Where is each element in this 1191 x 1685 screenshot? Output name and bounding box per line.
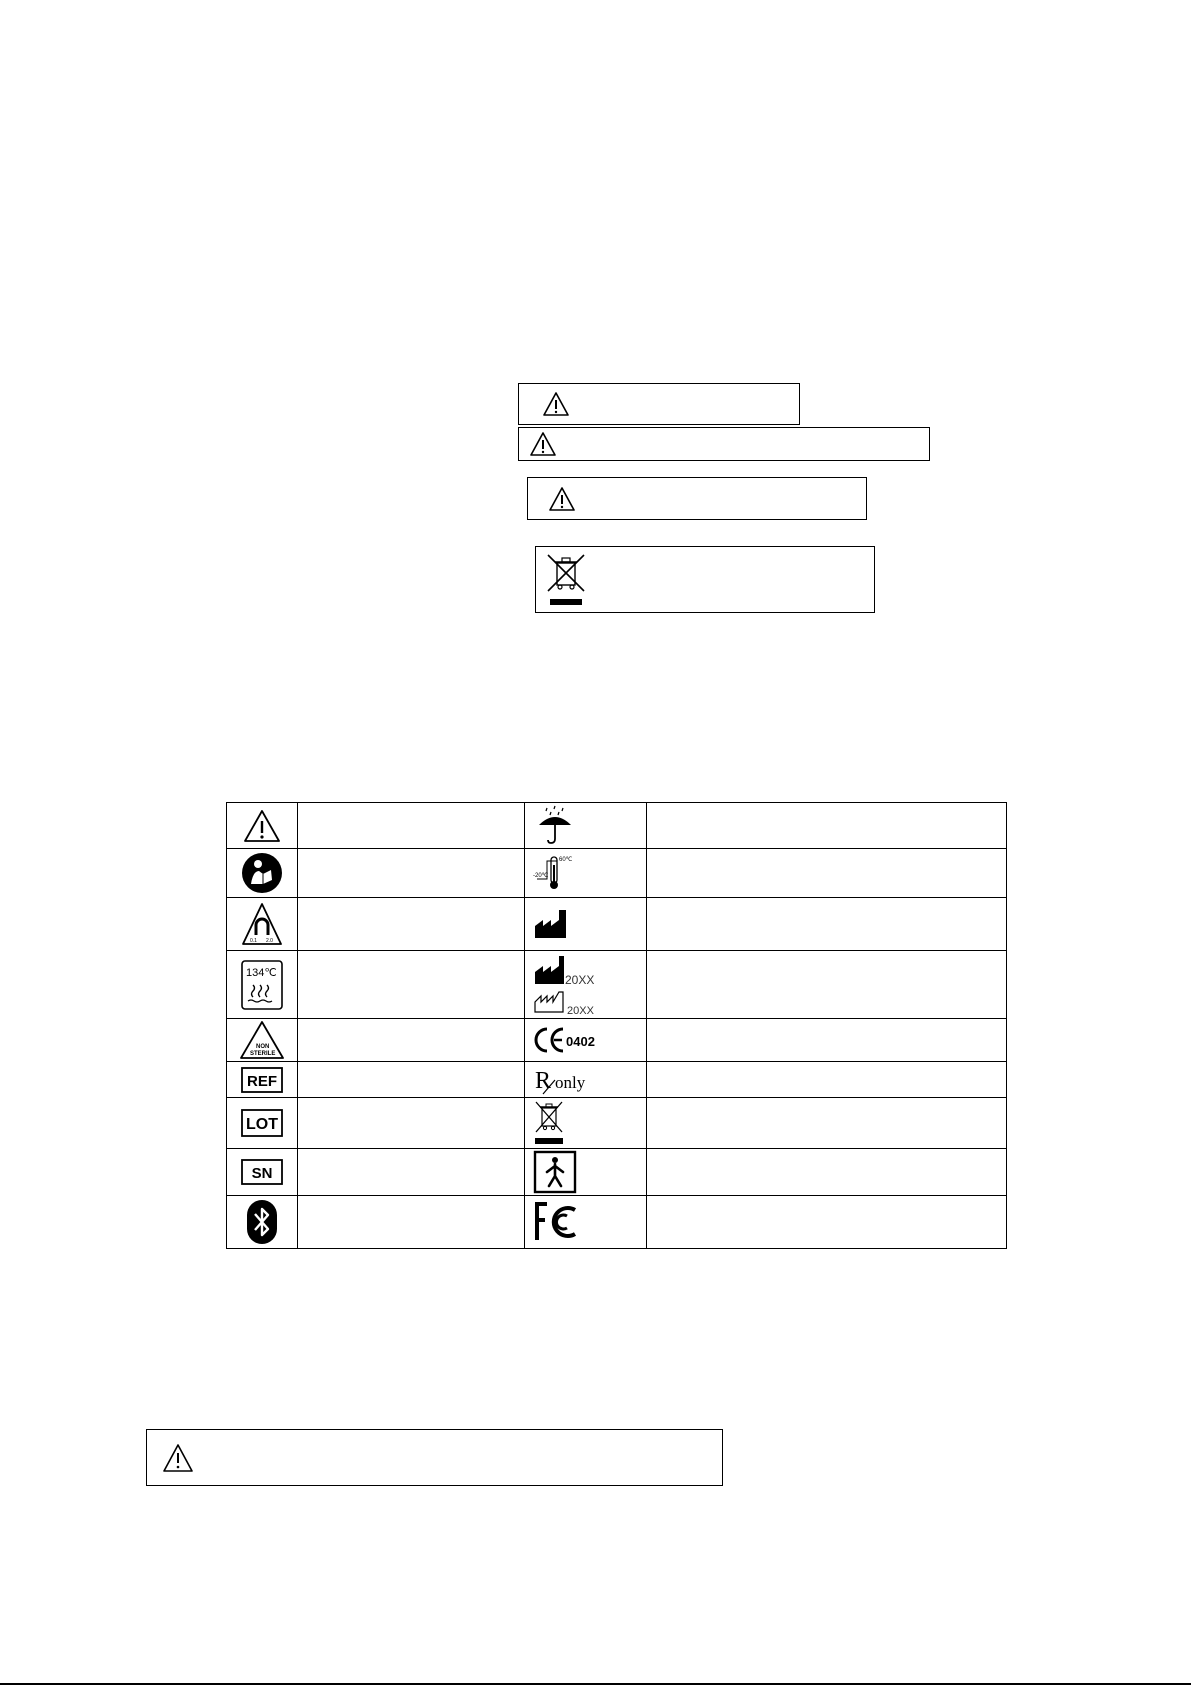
type-bf-applied-part-icon [533, 1150, 577, 1194]
rx-only-icon [533, 1064, 603, 1096]
table-cell [647, 1149, 1007, 1196]
table-cell [298, 951, 525, 1019]
table-row [227, 849, 1007, 898]
magnetic-low-label: 0.1 [250, 938, 257, 944]
ce-notified-body-number: 0402 [566, 1034, 595, 1049]
table-cell [298, 849, 525, 898]
non-sterile-icon [239, 1020, 285, 1060]
magnetic-high-label: 2.0 [266, 938, 273, 944]
table-cell [525, 849, 647, 898]
warning-triangle-icon [542, 391, 570, 417]
table-cell [525, 1149, 647, 1196]
table-row [227, 1196, 1007, 1249]
lot-icon [241, 1109, 283, 1137]
warning-box-1 [518, 383, 800, 425]
table-cell [647, 1196, 1007, 1249]
table-cell [298, 898, 525, 951]
read-manual-icon [241, 852, 283, 894]
ref-label: REF [247, 1072, 277, 1090]
weee-crossed-bin-icon [544, 551, 588, 609]
svg-text:R: R [535, 1067, 552, 1094]
non-sterile-label-1: NON [256, 1044, 270, 1050]
ref-icon [241, 1067, 283, 1093]
table-cell [227, 1098, 298, 1149]
non-sterile-label-2: STERILE [250, 1051, 276, 1057]
fcc-icon [533, 1200, 585, 1244]
table-cell [298, 1098, 525, 1149]
temp-high-label: 60℃ [559, 857, 573, 863]
table-cell [298, 1149, 525, 1196]
table-cell [525, 898, 647, 951]
warning-box-2 [518, 427, 930, 461]
table-cell [227, 951, 298, 1019]
sterilization-temperature-icon [240, 959, 284, 1011]
table-cell [227, 1149, 298, 1196]
weee-box [535, 546, 875, 613]
sterilization-temp-label: 134℃ [246, 966, 277, 979]
table-cell [647, 1098, 1007, 1149]
manufacture-date-label: 20XX [565, 972, 595, 987]
table-cell [525, 1196, 647, 1249]
table-cell [227, 1019, 298, 1062]
lot-label: LOT [246, 1116, 278, 1133]
warning-triangle-icon [242, 808, 282, 844]
serial-number-label: SN [251, 1165, 273, 1182]
table-cell [647, 898, 1007, 951]
table-cell [227, 803, 298, 849]
temp-low-label: -20℃ [533, 873, 549, 879]
table-row [227, 803, 1007, 849]
table-cell [525, 951, 647, 1019]
table-cell [647, 1062, 1007, 1098]
temperature-limit-icon [533, 851, 581, 895]
table-row [227, 1062, 1007, 1098]
table-cell [647, 849, 1007, 898]
symbol-table [226, 802, 1007, 1249]
table-cell [298, 1062, 525, 1098]
table-cell [525, 803, 647, 849]
manufacturer-icon [533, 908, 569, 940]
table-cell [227, 1196, 298, 1249]
table-cell [298, 1019, 525, 1062]
table-cell [227, 1062, 298, 1098]
table-cell [647, 1019, 1007, 1062]
manufacture-date-icon [533, 954, 605, 1016]
manufacture-date-label-2: 20XX [567, 1004, 594, 1016]
table-row [227, 1149, 1007, 1196]
table-cell [647, 803, 1007, 849]
rx-only-label: only [555, 1072, 586, 1092]
table-cell [298, 803, 525, 849]
warning-triangle-icon [529, 431, 557, 457]
table-cell [298, 1196, 525, 1249]
table-cell [525, 1062, 647, 1098]
table-cell [227, 849, 298, 898]
bluetooth-icon [246, 1199, 278, 1245]
ce-mark-icon [533, 1025, 605, 1055]
table-cell [647, 951, 1007, 1019]
table-row [227, 898, 1007, 951]
magnetic-field-warning-icon [240, 901, 284, 947]
weee-crossed-bin-icon [533, 1100, 565, 1146]
table-row [227, 1098, 1007, 1149]
warning-box-3 [527, 477, 867, 520]
warning-triangle-icon [548, 486, 576, 512]
warning-triangle-icon [162, 1443, 194, 1473]
warning-box-bottom [146, 1429, 723, 1486]
serial-number-icon [241, 1159, 283, 1185]
table-cell [525, 1019, 647, 1062]
table-row [227, 1019, 1007, 1062]
table-cell [525, 1098, 647, 1149]
table-row [227, 951, 1007, 1019]
keep-dry-umbrella-icon [533, 805, 577, 847]
table-cell [227, 898, 298, 951]
